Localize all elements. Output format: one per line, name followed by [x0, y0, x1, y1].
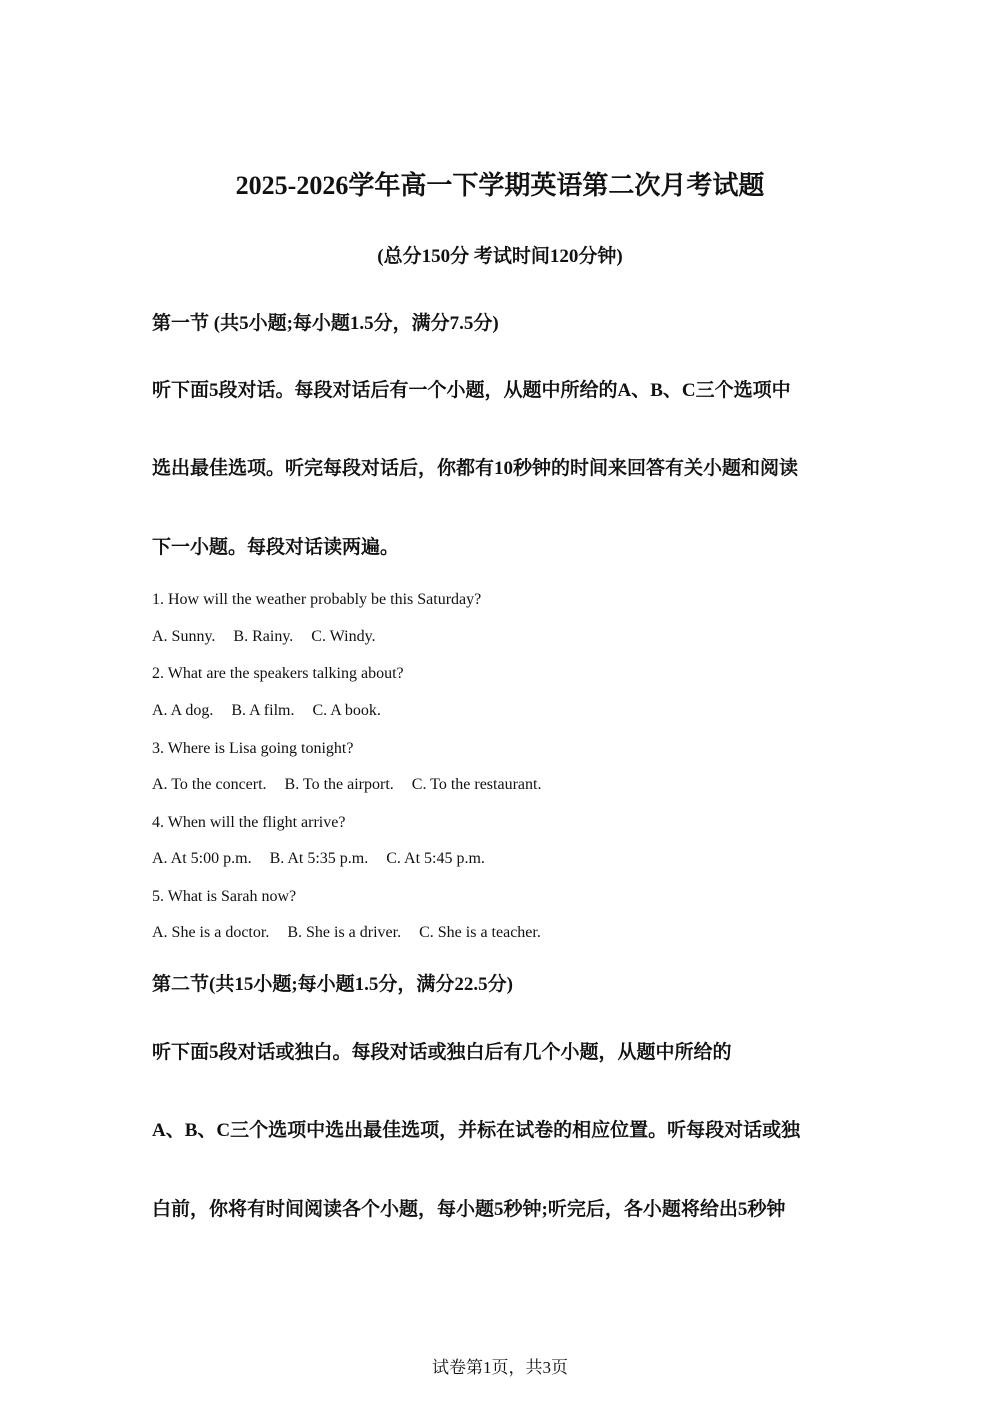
question-2: 2. What are the speakers talking about?	[152, 665, 404, 682]
question-4-options	[152, 848, 499, 870]
question-5-options	[152, 922, 555, 944]
option-b: B. At 5:35 p.m.	[269, 850, 369, 867]
option-c: C. To the restaurant.	[411, 776, 542, 793]
section2-instruction-line: 白前，你将有时间阅读各个小题，每小题5秒钟;听完后，各小题将给出5秒钟	[152, 1199, 786, 1220]
option-b: B. She is a driver.	[287, 924, 402, 941]
question-1: 1. How will the weather probably be this Saturday?	[152, 591, 482, 608]
question-2-options	[152, 700, 395, 722]
option-c: C. At 5:45 p.m.	[386, 850, 485, 867]
option-b: B. Rainy.	[233, 628, 294, 645]
option-a: A. She is a doctor.	[152, 924, 270, 941]
question-3-options	[152, 774, 555, 796]
question-5: 5. What is Sarah now?	[152, 888, 297, 905]
section1-instruction-line: 下一小题。每段对话读两遍。	[152, 537, 400, 558]
option-c: C. Windy.	[311, 628, 376, 645]
page-title: 2025-2026学年高一下学期英语第二次月考试题	[235, 171, 765, 200]
section1-heading: 第一节 (共5小题;每小题1.5分，满分7.5分)	[152, 313, 499, 334]
option-a: A. A dog.	[152, 702, 214, 719]
question-4: 4. When will the flight arrive?	[152, 814, 346, 831]
option-a: A. To the concert.	[152, 776, 267, 793]
option-c: C. A book.	[312, 702, 381, 719]
page-footer: 试卷第1页，共3页	[432, 1358, 568, 1377]
option-a: A. Sunny.	[152, 628, 216, 645]
option-b: B. A film.	[231, 702, 295, 719]
option-c: C. She is a teacher.	[419, 924, 541, 941]
option-b: B. To the airport.	[284, 776, 394, 793]
question-3: 3. Where is Lisa going tonight?	[152, 740, 354, 757]
option-a: A. At 5:00 p.m.	[152, 850, 252, 867]
section2-instruction-line: 听下面5段对话或独白。每段对话或独白后有几个小题，从题中所给的	[152, 1042, 732, 1063]
section1-instruction-line: 听下面5段对话。每段对话后有一个小题，从题中所给的A、B、C三个选项中	[152, 380, 791, 401]
question-1-options	[152, 626, 390, 648]
page-subtitle: (总分150分 考试时间120分钟)	[377, 246, 623, 267]
section1-instruction-line: 选出最佳选项。听完每段对话后，你都有10秒钟的时间来回答有关小题和阅读	[152, 458, 799, 479]
section2-heading: 第二节(共15小题;每小题1.5分，满分22.5分)	[152, 974, 513, 995]
section2-instruction-line: A、B、C三个选项中选出最佳选项，并标在试卷的相应位置。听每段对话或独	[152, 1120, 801, 1141]
